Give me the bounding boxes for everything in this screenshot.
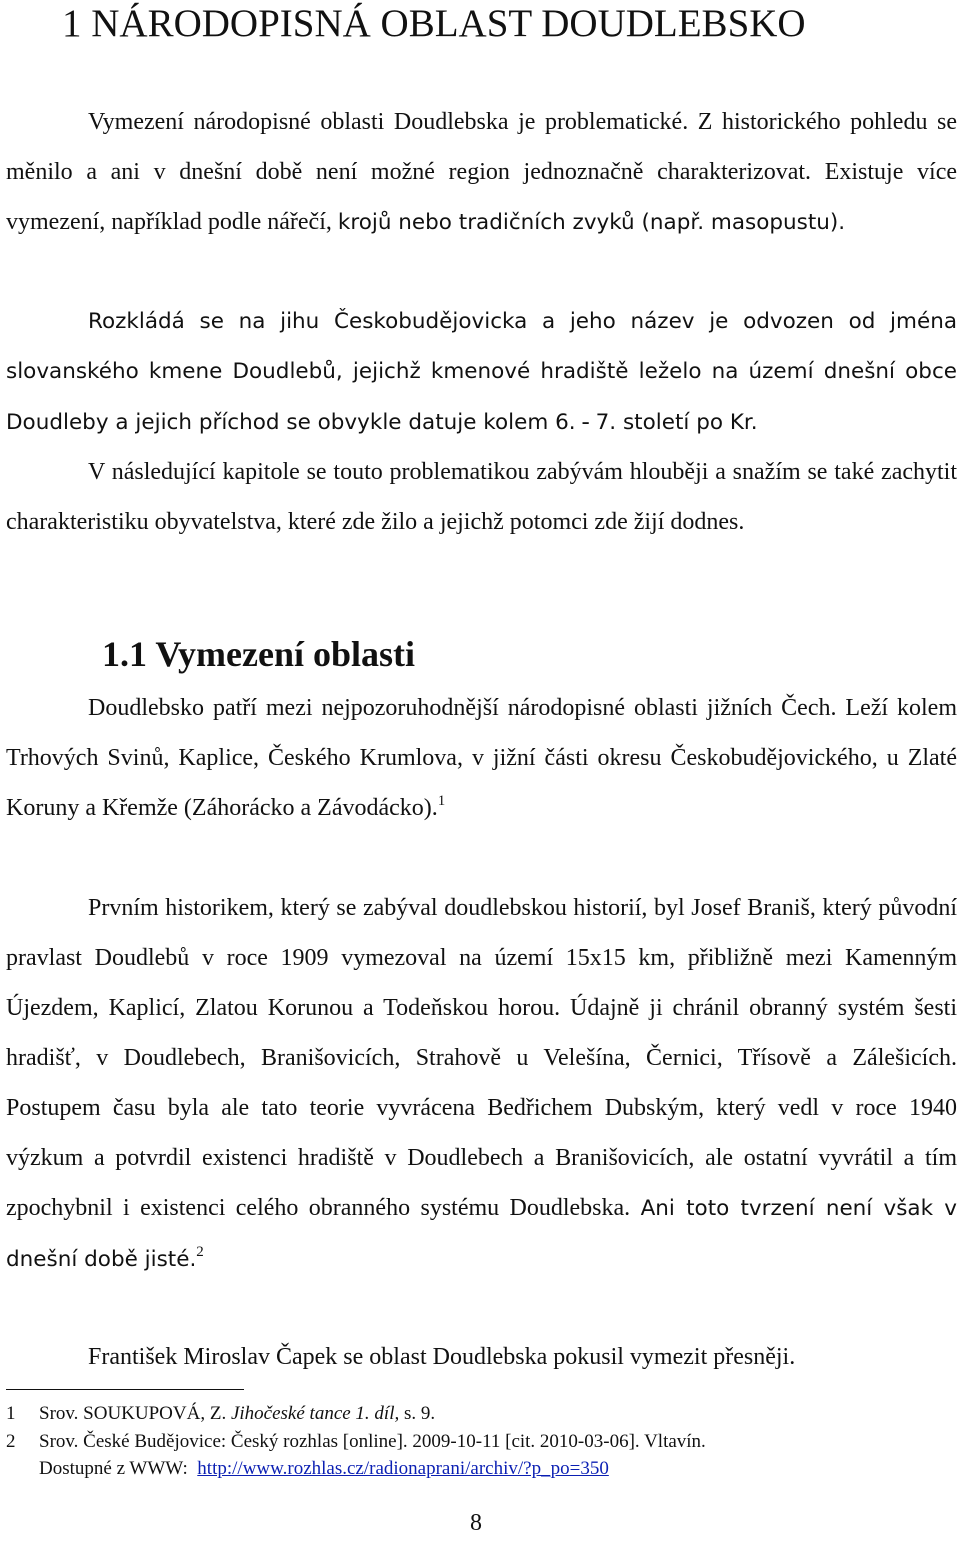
paragraph-location-text: Rozkládá se na jihu Českobudějovicka a jeho název je odvozen od jména slovanského kmene Doudlebů, jejichž kmenové hradiště leželo na území dnešní obce Doudleby a jejich příchod se obvykle datuje kolem 6.	[6, 309, 957, 435]
footnote-2-cont	[6, 1455, 946, 1482]
footnote-2	[6, 1428, 946, 1455]
footnote-2-label: Dostupné z WWW:	[39, 1458, 188, 1479]
paragraph-region	[6, 683, 957, 833]
paragraph-chapter-intro	[6, 447, 957, 547]
paragraph-history-text-b: přibližně mezi Kamenným Újezdem, Kaplicí, Zlatou Korunou a Todeňskou horou.	[6, 945, 957, 1021]
paragraph-location	[6, 297, 957, 448]
footnote-2-line1: Srov. České Budějovice: Český rozhlas [online]. 2009-10-11 [cit. 2010-03-06]. Vltavín.	[39, 1431, 706, 1452]
paragraph-chapter-intro-text: V následující kapitole se touto problematikou zabývám hlouběji a snažím se také zachytit charakteristiku obyvatelstva, které zde žilo a jejichž potomci zde žijí dodnes.	[6, 459, 957, 535]
footnote-1-prefix: Srov. SOUKUPOVÁ, Z.	[39, 1403, 227, 1424]
paragraph-intro	[6, 97, 957, 248]
paragraph-history-text-e: Ani toto tvrzení není však v dnešní době jisté.	[6, 1196, 958, 1272]
footnote-ref-1[interactable]: 1	[437, 793, 446, 809]
footnote-1-number: 1	[6, 1403, 16, 1424]
page-number: 8	[470, 1510, 482, 1536]
paragraph-intro-text-a: Vymezení národopisné oblasti Doudlebska je problematické. Z historického pohledu se měnilo a ani v dnešní době není možné region jednoznačně charakterizovat. Existuje více vymezení, například podle nářečí,	[6, 109, 957, 235]
footnote-1	[6, 1400, 946, 1427]
paragraph-history-text-a: Prvním historikem, který se zabýval doudlebskou historií, byl Josef Braniš, který původní pravlast Doudlebů v roce 1909 vymezoval na území 15x15 km,	[6, 895, 957, 971]
paragraph-location-end: 7. století po Kr.	[595, 410, 758, 435]
paragraph-capek-text: František Miroslav Čapek se oblast Doudlebska pokusil vymezit přesněji.	[88, 1344, 796, 1370]
footnote-1-title: Jihočeské tance 1. díl,	[230, 1403, 400, 1424]
section-heading: 1.1 Vymezení oblasti	[102, 634, 416, 674]
footnote-2-link[interactable]: http://www.rozhlas.cz/radionaprani/archiv/?p_po=350	[197, 1458, 609, 1479]
paragraph-capek	[6, 1332, 957, 1382]
chapter-heading: 1 NÁRODOPISNÁ OBLAST DOUDLEBSKO	[62, 2, 806, 45]
paragraph-region-text: Doudlebsko patří mezi nejpozoruhodnější národopisné oblasti jižních Čech. Leží kolem Trhových Svinů, Kaplice, Českého Krumlova, v jižní části okresu Českobudějovického, u Zlaté Koruny a Křemže (Záhorácko a Závodácko).	[6, 695, 957, 821]
paragraph-intro-text-b: krojů nebo tradičních zvyků (např. masopustu).	[337, 210, 846, 235]
footnote-1-suffix: s. 9.	[404, 1403, 436, 1424]
footnote-divider	[6, 1389, 244, 1390]
footnote-2-number: 2	[6, 1431, 16, 1452]
dash-separator: -	[575, 409, 596, 435]
paragraph-history-text-d: Postupem času byla ale tato teorie vyvrácena Bedřichem Dubským, který vedl v roce 1940 výzkum a potvrdil existenci hradiště v Doudlebech a Branišovicích, ale ostatní vyvrátil a tím zpochybnil i existenci celého obranného systému Doudlebska.	[6, 1095, 957, 1221]
footnote-ref-2[interactable]: 2	[196, 1244, 204, 1260]
paragraph-history-text-c: Údajně ji chránil obranný systém šesti hradišť, v Doudlebech, Branišovicích, Strahově u Velešína, Černici, Třísově a Zálešicích.	[6, 995, 957, 1071]
paragraph-history	[6, 883, 957, 1285]
